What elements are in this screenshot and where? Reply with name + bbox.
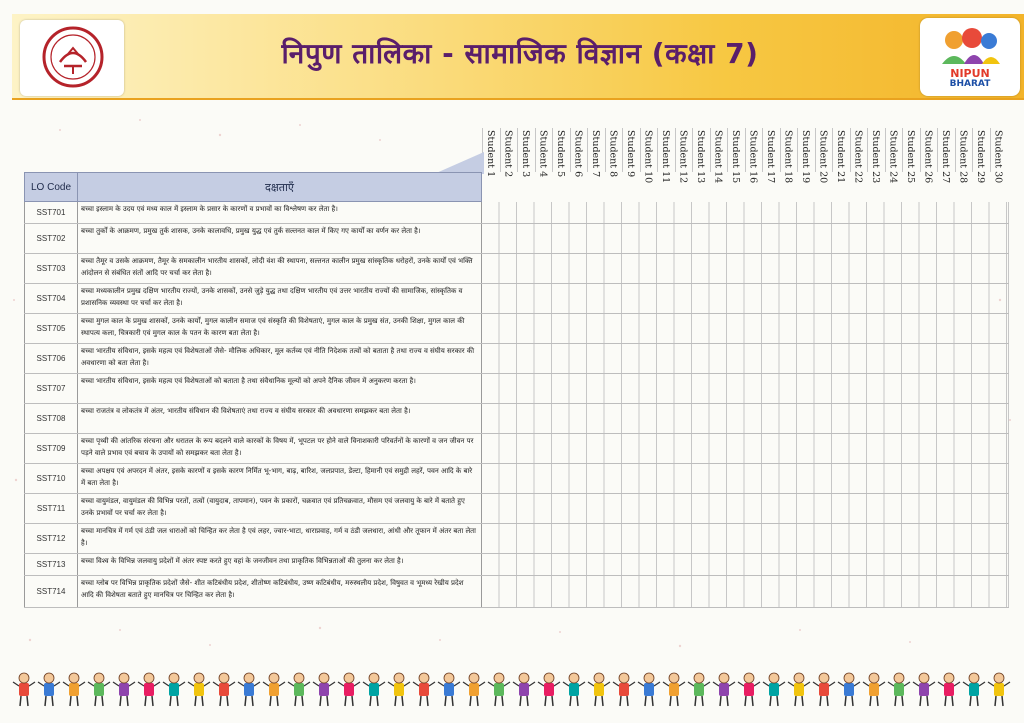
table-row [24,434,1009,464]
table-row [24,524,1009,554]
student-label: Student 28 [957,130,969,184]
assessment-table [24,104,1009,614]
student-header-row [482,128,1009,184]
table-row [24,254,1009,284]
student-label: Student 1 [485,130,496,178]
student-column-header [727,128,745,184]
student-label: Student 18 [782,130,794,184]
skill-description-cell: बच्चा भारतीय संविधान, इसके महत्व एवं विशेषताओं को बताता है तथा संवैधानिक मूल्यों को अपने दैनिक जीवन में अनुकरण करता है। [78,374,482,403]
student-column-header [517,128,535,178]
kid-figure-icon [863,673,885,706]
student-column-header [710,128,728,184]
student-mark-cells[interactable] [482,434,1009,463]
student-column-header [535,128,553,178]
student-column-header [570,128,588,178]
kid-figure-icon [838,673,860,706]
student-mark-cells[interactable] [482,254,1009,283]
student-mark-cells[interactable] [482,576,1009,607]
kid-figure-icon [263,673,285,706]
table-row [24,344,1009,374]
table-row [24,554,1009,576]
kid-figure-icon [138,673,160,706]
lo-code-cell: SST709 [24,434,78,463]
kid-figure-icon [163,673,185,706]
student-column-header [867,128,885,184]
student-mark-cells[interactable] [482,404,1009,433]
student-mark-cells[interactable] [482,224,1009,253]
kid-figure-icon [488,673,510,706]
skill-description-cell: बच्चा पृथ्वी की आंतरिक संरचना और धरातल के रूप बदलने वाले कारकों के विषय में, भूपटल पर होने वाले विनाशकारी परिवर्तनों के कारणों व जन जीवन पर पड़ने वाले प्रभाव एवं बचाव के उपायों को समझकर बता लेता है। [78,434,482,463]
table-row [24,404,1009,434]
student-column-header [937,128,955,184]
skill-description-cell: बच्चा मध्यकालीन प्रमुख दक्षिण भारतीय राज्यों, उनके शासकों, उनसे जुड़े युद्ध तथा दक्षिण भारतीय एवं उत्तर भारतीय राज्यों की सामाजिक, सांस्कृतिक व प्रशासनिक व्यवस्था पर चर्चा कर लेता है। [78,284,482,313]
lo-code-cell: SST712 [24,524,78,553]
student-column-header [955,128,973,184]
student-label: Student 17 [765,130,776,184]
lo-code-cell: SST703 [24,254,78,283]
student-column-header [587,128,605,178]
student-column-header [552,128,570,178]
student-label: Student 21 [835,130,846,184]
student-column-header [605,128,623,178]
student-column-header [972,128,990,184]
logo-text-line2: BHARAT [949,79,991,89]
kid-figure-icon [463,673,485,706]
student-column-header [832,128,850,184]
student-label: Student 15 [730,130,741,184]
page-title: निपुण तालिका - सामाजिक विज्ञान (कक्षा 7) [281,37,759,70]
kid-figure-icon [513,673,535,706]
kid-figure-icon [313,673,335,706]
student-column-header [850,128,868,184]
table-row [24,224,1009,254]
kids-logo-icon [934,24,1006,68]
student-label: Student 20 [817,130,829,184]
student-column-header [902,128,920,184]
kid-figure-icon [688,673,710,706]
skill-description-cell: बच्चा राजतंत्र व लोकतंत्र में अंतर, भारतीय संविधान की विशेषताएं तथा राज्य व संघीय सरकार की अवधारणा समझकर बता लेता है। [78,404,482,433]
kid-figure-icon [438,673,460,706]
student-mark-cells[interactable] [482,464,1009,493]
kid-figure-icon [713,673,735,706]
kid-figure-icon [538,673,560,706]
student-column-header [745,128,763,184]
lo-code-cell: SST711 [24,494,78,523]
kid-figure-icon [363,673,385,706]
logo-text-line1: NIPUN [950,67,990,80]
kid-figure-icon [113,673,135,706]
table-row [24,374,1009,404]
kid-figure-icon [613,673,635,706]
kid-figure-icon [913,673,935,706]
kid-figure-icon [238,673,260,706]
skill-description-cell: बच्चा मानचित्र में गर्म एवं ठंडी जल धाराओं को चिन्हित कर लेता है एवं लहर, ज्वार-भाटा, धाराप्रवाह, गर्म व ठंडी जलधारा, आंधी और तूफान में अंतर बता लेता है। [78,524,482,553]
student-label: Student 4 [537,130,549,178]
kid-figure-icon [13,673,35,706]
kid-figure-icon [288,673,310,706]
state-logo [20,20,124,96]
student-column-header [622,128,640,178]
kid-figure-icon [38,673,60,706]
student-mark-cells[interactable] [482,524,1009,553]
lo-code-cell: SST713 [24,554,78,575]
student-column-header [920,128,938,184]
student-label: Student 23 [870,130,881,184]
student-mark-cells[interactable] [482,202,1009,223]
kid-figure-icon [413,673,435,706]
student-column-header [990,128,1008,184]
student-column-header [657,128,675,184]
kid-figure-icon [563,673,585,706]
lo-code-cell: SST704 [24,284,78,313]
kid-figure-icon [213,673,235,706]
table-row [24,464,1009,494]
skill-description-cell: बच्चा भारतीय संविधान, इसके महत्व एवं विशेषताओं जैसे- मौलिक अधिकार, मूल कर्तव्य एवं नीति निदेशक तत्वों को बताता है तथा राज्य व संघीय सरकार की अवधारणा को बता लेता है। [78,344,482,373]
student-label: Student 24 [887,130,899,184]
kid-figure-icon [638,673,660,706]
lo-code-cell: SST705 [24,314,78,343]
kid-figure-icon [963,673,985,706]
student-mark-cells[interactable] [482,344,1009,373]
student-column-header [885,128,903,184]
student-column-header [482,128,500,178]
kid-figure-icon [588,673,610,706]
student-label: Student 5 [555,130,566,178]
table-body [24,202,1009,608]
student-label: Student 26 [922,130,934,184]
lo-code-cell: SST706 [24,344,78,373]
table-row [24,576,1009,608]
skill-description-cell: बच्चा ग्लोब पर विभिन्न प्राकृतिक प्रदेशों जैसे- शीत कटिबंधीय प्रदेश, शीतोष्ण कटिबंधीय, उष्ण कटिबंधीय, मरुस्थलीय प्रदेश, विषुवत व भूमध्य रेखीय प्रदेश आदि की विशेषता बताते हुए मानचित्र पर चिन्हित कर लेता है। [78,576,482,607]
kid-figure-icon [888,673,910,706]
lo-code-cell: SST710 [24,464,78,493]
lo-code-cell: SST714 [24,576,78,607]
kid-figure-icon [813,673,835,706]
student-label: Student 30 [992,130,1004,184]
table-header-row [24,172,482,202]
student-mark-cells[interactable] [482,494,1009,523]
student-label: Student 19 [800,130,811,184]
skill-description-cell: बच्चा अपक्षय एवं अपरदन में अंतर, इसके कारणों व इसके कारण निर्मित भू-भाग, बाढ़, बारिश, जलप्रपात, डेल्टा, हिमानी एवं समुद्री लहरें, पवन आदि के बारे में बता लेता है। [78,464,482,493]
student-column-header [815,128,833,184]
student-mark-cells[interactable] [482,284,1009,313]
kid-figure-icon [988,673,1010,706]
student-label: Student 3 [520,130,531,178]
skill-description-cell: बच्चा वायुमंडल, वायुमंडल की विभिन्न परतों, तत्वों (वायुदाब, तापमान), पवन के प्रकारों, चक्रवात एवं प्रतिचक्रवात, मौसम एवं जलवायु के बारे में बताते हुए उनके प्रभावों पर चर्चा कर लेता है। [78,494,482,523]
student-label: Student 8 [607,130,619,178]
kid-figure-icon [788,673,810,706]
kid-figure-icon [63,673,85,706]
student-column-header [640,128,658,184]
header-corner-diagonal [434,152,484,174]
student-label: Student 25 [905,130,916,184]
kid-figure-icon [88,673,110,706]
decorative-kids-strip [0,666,1024,710]
kid-figure-icon [763,673,785,706]
skill-description-cell: बच्चा इस्लाम के उदय एवं मध्य काल में इस्लाम के प्रसार के कारणों व प्रभावों का विश्लेषण कर लेता है। [78,202,482,223]
student-label: Student 16 [747,130,759,184]
nipun-bharat-logo [920,18,1020,96]
lo-code-header: LO Code [24,172,78,202]
skill-description-cell: बच्चा तैमूर व उसके आक्रमण, तैमूर के समकालीन भारतीय शासकों, लोदी वंश की स्थापना, सल्तनत कालीन प्रमुख सांस्कृतिक धरोहरों, उनके कार्यों एवं भक्ति आंदोलन से संबंधित संतों आदि पर चर्चा कर लेता है। [78,254,482,283]
skill-description-cell: बच्चा मुगल काल के प्रमुख शासकों, उनके कार्यों, मुगल कालीन समाज एवं संस्कृति की विशेषताएं, मुगल काल के प्रमुख संत, उनकी शिक्षा, मुगल काल की स्थापत्य कला, चित्रकारी एवं मुगल काल के पतन के कारण बता लेता है। [78,314,482,343]
lo-code-cell: SST707 [24,374,78,403]
student-label: Student 6 [572,130,584,178]
kid-figure-icon [938,673,960,706]
student-label: Student 7 [590,130,601,178]
kid-figure-icon [338,673,360,706]
student-label: Student 13 [695,130,706,184]
student-column-header [797,128,815,184]
student-label: Student 11 [660,130,671,184]
student-mark-cells[interactable] [482,554,1009,575]
table-row [24,494,1009,524]
kid-figure-icon [388,673,410,706]
skills-header: दक्षताएँ [78,172,482,202]
student-label: Student 27 [940,130,951,184]
student-label: Student 14 [712,130,724,184]
student-label: Student 2 [502,130,514,178]
skill-description-cell: बच्चा विश्व के विभिन्न जलवायु प्रदेशों में अंतर स्पष्ट करते हुए वहां के जनजीवन तथा प्राकृतिक विभिन्नताओं की तुलना कर लेता है। [78,554,482,575]
emblem-icon [42,26,104,88]
skill-description-cell: बच्चा तुर्कों के आक्रमण, प्रमुख तुर्क शासक, उनके कालावधि, प्रमुख युद्ध एवं तुर्क सल्तनत काल में किए गए कार्यों का वर्णन कर लेता है। [78,224,482,253]
lo-code-cell: SST702 [24,224,78,253]
student-label: Student 22 [852,130,864,184]
student-mark-cells[interactable] [482,374,1009,403]
kid-figure-icon [188,673,210,706]
student-column-header [780,128,798,184]
lo-code-cell: SST708 [24,404,78,433]
student-label: Student 10 [642,130,654,184]
kid-figure-icon [738,673,760,706]
lo-code-cell: SST701 [24,202,78,223]
student-label: Student 12 [677,130,689,184]
student-column-header [500,128,518,178]
table-row [24,314,1009,344]
student-column-header [692,128,710,184]
student-column-header [762,128,780,184]
student-label: Student 9 [625,130,636,178]
student-label: Student 29 [975,130,986,184]
table-row [24,284,1009,314]
table-row [24,202,1009,224]
student-column-header [675,128,693,184]
kid-figure-icon [663,673,685,706]
student-mark-cells[interactable] [482,314,1009,343]
